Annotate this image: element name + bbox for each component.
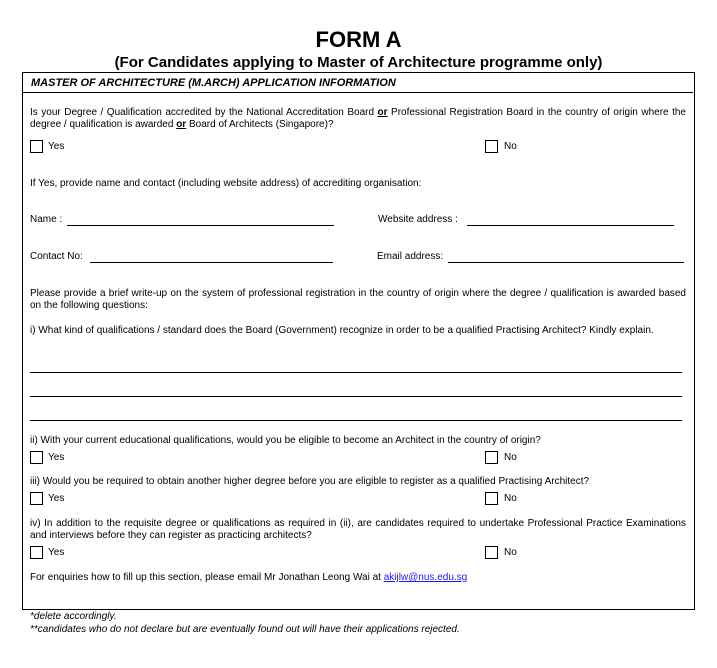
footnote-delete: *delete accordingly.	[30, 611, 117, 622]
q3-no-checkbox[interactable]	[485, 492, 498, 505]
accredited-yes-checkbox[interactable]	[30, 140, 43, 153]
enquiry-text: For enquiries how to fill up this section, please email Mr Jonathan Leong Wai at akijlw@nus.edu.sg	[30, 572, 468, 583]
question-i: i) What kind of qualifications / standard does the Board (Government) recognize in order to be a qualified Practising Architect? Kindly explain.	[30, 325, 654, 336]
section-heading: MASTER OF ARCHITECTURE (M.ARCH) APPLICATION INFORMATION	[23, 73, 693, 93]
q2-yes-checkbox[interactable]	[30, 451, 43, 464]
question-ii: ii) With your current educational qualifications, would you be eligible to become an Architect in the country of origin?	[30, 435, 541, 446]
q4-yes-checkbox[interactable]	[30, 546, 43, 559]
website-field[interactable]	[467, 225, 674, 226]
name-label: Name :	[30, 214, 63, 225]
answer-line[interactable]	[30, 420, 682, 421]
q4-yes-label: Yes	[48, 547, 65, 558]
q4-no-checkbox[interactable]	[485, 546, 498, 559]
accredited-no-label: No	[504, 141, 517, 152]
form-title: FORM A	[315, 27, 402, 52]
accredited-yes-label: Yes	[48, 141, 65, 152]
footnote-declare: **candidates who do not declare but are eventually found out will have their applications rejected.	[30, 624, 460, 635]
email-field[interactable]	[448, 262, 684, 263]
q3-no-label: No	[504, 493, 517, 504]
writeup-intro: Please provide a brief write-up on the system of professional registration in the country of origin where the degree / qualification is awarded based on the following questions:	[30, 288, 686, 311]
question-iii: iii) Would you be required to obtain another higher degree before you are eligible to register as a qualified Practising Architect?	[30, 476, 590, 487]
accreditation-question: Is your Degree / Qualification accredited by the National Accreditation Board or Professional Registration Board in the country of origin where the degree / qualification is awarded or Board of Architects (Singapore)?	[30, 107, 686, 130]
q2-yes-label: Yes	[48, 452, 65, 463]
q4-no-label: No	[504, 547, 517, 558]
contact-field[interactable]	[90, 262, 333, 263]
q3-yes-label: Yes	[48, 493, 65, 504]
if-yes-instruction: If Yes, provide name and contact (including website address) of accrediting organisation:	[30, 178, 422, 189]
website-label: Website address :	[378, 214, 458, 225]
contact-label: Contact No:	[30, 251, 83, 262]
question-iv: iv) In addition to the requisite degree or qualifications as required in (ii), are candidates required to undertake Professional Practice Examinations and interviews before they can register as practicing architects?	[30, 518, 686, 541]
answer-line[interactable]	[30, 372, 682, 373]
q2-no-label: No	[504, 452, 517, 463]
accredited-no-checkbox[interactable]	[485, 140, 498, 153]
answer-line[interactable]	[30, 396, 682, 397]
name-field[interactable]	[67, 225, 334, 226]
email-label: Email address:	[377, 251, 444, 262]
q3-yes-checkbox[interactable]	[30, 492, 43, 505]
q2-no-checkbox[interactable]	[485, 451, 498, 464]
enquiry-email-link[interactable]: akijlw@nus.edu.sg	[383, 572, 468, 583]
form-subtitle: (For Candidates applying to Master of Architecture programme only)	[114, 54, 603, 71]
